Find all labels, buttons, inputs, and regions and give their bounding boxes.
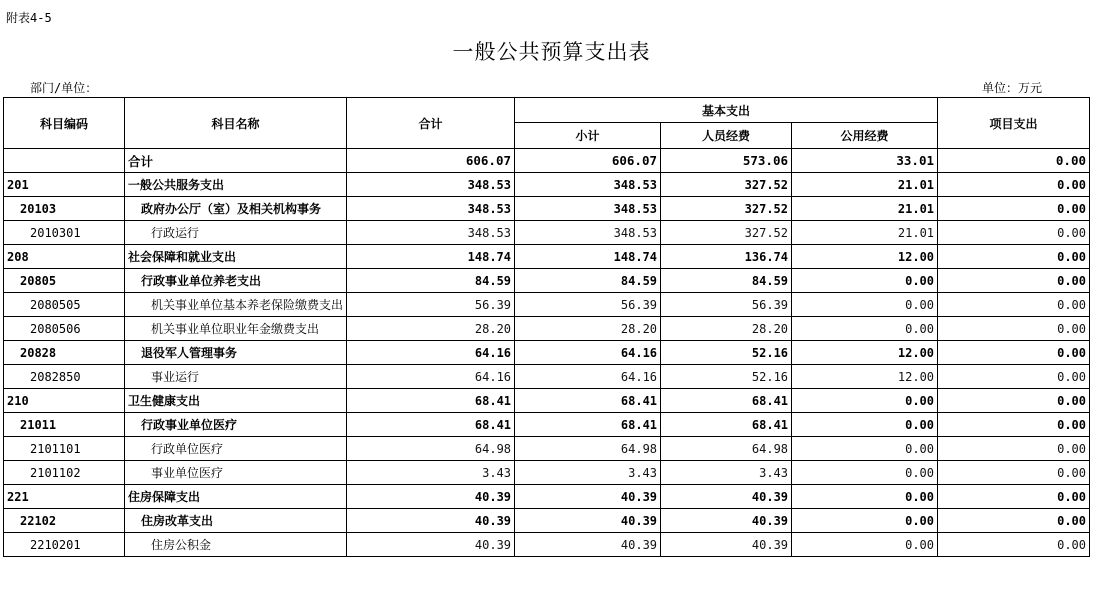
- table-row: [4, 509, 1090, 533]
- cell-public: 12.00: [792, 245, 938, 269]
- cell-name: 政府办公厅（室）及相关机构事务: [125, 197, 347, 221]
- cell-total: 148.74: [347, 245, 515, 269]
- department-label: 部门/单位：: [30, 81, 98, 95]
- cell-subtotal: 64.16: [515, 341, 661, 365]
- cell-total: 40.39: [347, 485, 515, 509]
- cell-personnel: 52.16: [661, 365, 792, 389]
- cell-public: 12.00: [792, 365, 938, 389]
- cell-name: 住房改革支出: [125, 509, 347, 533]
- cell-code: 2080505: [4, 293, 125, 317]
- cell-name: 机关事业单位基本养老保险缴费支出: [125, 293, 347, 317]
- cell-personnel: 327.52: [661, 221, 792, 245]
- cell-project: 0.00: [938, 533, 1090, 557]
- cell-public: 0.00: [792, 269, 938, 293]
- col-header-name: 科目名称: [125, 98, 347, 149]
- table-row: [4, 533, 1090, 557]
- table-row: [4, 317, 1090, 341]
- cell-subtotal: 148.74: [515, 245, 661, 269]
- table-row: [4, 269, 1090, 293]
- cell-project: 0.00: [938, 461, 1090, 485]
- table-row: [4, 173, 1090, 197]
- cell-subtotal: 68.41: [515, 413, 661, 437]
- col-header-code: 科目编码: [4, 98, 125, 149]
- cell-total: 40.39: [347, 533, 515, 557]
- cell-project: 0.00: [938, 245, 1090, 269]
- cell-total: 68.41: [347, 413, 515, 437]
- cell-subtotal: 84.59: [515, 269, 661, 293]
- cell-public: 0.00: [792, 317, 938, 341]
- cell-personnel: 40.39: [661, 485, 792, 509]
- table-row: [4, 413, 1090, 437]
- cell-total: 348.53: [347, 221, 515, 245]
- cell-project: 0.00: [938, 365, 1090, 389]
- cell-project: 0.00: [938, 413, 1090, 437]
- cell-total: 348.53: [347, 173, 515, 197]
- cell-code: 208: [4, 245, 125, 269]
- cell-personnel: 68.41: [661, 413, 792, 437]
- cell-project: 0.00: [938, 293, 1090, 317]
- cell-personnel: 327.52: [661, 173, 792, 197]
- cell-subtotal: 3.43: [515, 461, 661, 485]
- cell-subtotal: 28.20: [515, 317, 661, 341]
- cell-project: 0.00: [938, 269, 1090, 293]
- cell-total: 40.39: [347, 509, 515, 533]
- cell-personnel: 64.98: [661, 437, 792, 461]
- cell-personnel: 573.06: [661, 149, 792, 173]
- budget-table: [3, 97, 1090, 557]
- cell-total: 28.20: [347, 317, 515, 341]
- cell-personnel: 28.20: [661, 317, 792, 341]
- cell-public: 33.01: [792, 149, 938, 173]
- cell-public: 21.01: [792, 173, 938, 197]
- table-row: [4, 437, 1090, 461]
- page-title: 一般公共预算支出表: [452, 40, 651, 64]
- table-row: [4, 341, 1090, 365]
- cell-project: 0.00: [938, 149, 1090, 173]
- cell-public: 0.00: [792, 485, 938, 509]
- cell-code: 2101102: [4, 461, 125, 485]
- cell-code: 22102: [4, 509, 125, 533]
- cell-code: 210: [4, 389, 125, 413]
- cell-name: 机关事业单位职业年金缴费支出: [125, 317, 347, 341]
- cell-code: 221: [4, 485, 125, 509]
- cell-public: 21.01: [792, 221, 938, 245]
- cell-total: 64.16: [347, 365, 515, 389]
- cell-personnel: 136.74: [661, 245, 792, 269]
- table-row: [4, 293, 1090, 317]
- cell-project: 0.00: [938, 509, 1090, 533]
- cell-name: 卫生健康支出: [125, 389, 347, 413]
- cell-public: 0.00: [792, 413, 938, 437]
- table-row: [4, 389, 1090, 413]
- cell-personnel: 56.39: [661, 293, 792, 317]
- cell-public: 12.00: [792, 341, 938, 365]
- cell-code: 2101101: [4, 437, 125, 461]
- col-header-total: 合计: [347, 98, 515, 149]
- cell-subtotal: 348.53: [515, 197, 661, 221]
- appendix-label: 附表4-5: [6, 11, 52, 25]
- cell-personnel: 40.39: [661, 533, 792, 557]
- cell-project: 0.00: [938, 317, 1090, 341]
- cell-personnel: 3.43: [661, 461, 792, 485]
- cell-project: 0.00: [938, 341, 1090, 365]
- cell-code: 20103: [4, 197, 125, 221]
- cell-total: 56.39: [347, 293, 515, 317]
- cell-project: 0.00: [938, 389, 1090, 413]
- col-header-public: 公用经费: [792, 123, 938, 149]
- cell-total: 3.43: [347, 461, 515, 485]
- cell-subtotal: 64.98: [515, 437, 661, 461]
- cell-name: 行政事业单位养老支出: [125, 269, 347, 293]
- cell-subtotal: 348.53: [515, 173, 661, 197]
- table-row: [4, 197, 1090, 221]
- cell-project: 0.00: [938, 437, 1090, 461]
- col-header-project: 项目支出: [938, 98, 1090, 149]
- cell-name: 退役军人管理事务: [125, 341, 347, 365]
- table-row: [4, 149, 1090, 173]
- col-header-basic: 基本支出: [515, 98, 938, 123]
- cell-personnel: 40.39: [661, 509, 792, 533]
- cell-total: 348.53: [347, 197, 515, 221]
- cell-name: 住房保障支出: [125, 485, 347, 509]
- cell-code: 2082850: [4, 365, 125, 389]
- cell-total: 606.07: [347, 149, 515, 173]
- cell-public: 0.00: [792, 293, 938, 317]
- cell-subtotal: 68.41: [515, 389, 661, 413]
- cell-name: 一般公共服务支出: [125, 173, 347, 197]
- cell-name: 行政运行: [125, 221, 347, 245]
- cell-name: 事业运行: [125, 365, 347, 389]
- col-header-personnel: 人员经费: [661, 123, 792, 149]
- cell-personnel: 327.52: [661, 197, 792, 221]
- cell-project: 0.00: [938, 173, 1090, 197]
- col-header-subtotal: 小计: [515, 123, 661, 149]
- cell-name: 事业单位医疗: [125, 461, 347, 485]
- cell-total: 84.59: [347, 269, 515, 293]
- cell-subtotal: 64.16: [515, 365, 661, 389]
- table-row: [4, 485, 1090, 509]
- cell-subtotal: 348.53: [515, 221, 661, 245]
- cell-code: 2010301: [4, 221, 125, 245]
- unit-label: 单位：万元: [982, 81, 1043, 95]
- cell-public: 0.00: [792, 437, 938, 461]
- cell-personnel: 84.59: [661, 269, 792, 293]
- cell-public: 0.00: [792, 461, 938, 485]
- cell-total: 68.41: [347, 389, 515, 413]
- cell-public: 0.00: [792, 533, 938, 557]
- cell-total: 64.16: [347, 341, 515, 365]
- cell-public: 0.00: [792, 509, 938, 533]
- cell-code: 2210201: [4, 533, 125, 557]
- cell-subtotal: 606.07: [515, 149, 661, 173]
- table-row: [4, 245, 1090, 269]
- cell-project: 0.00: [938, 221, 1090, 245]
- table-row: [4, 461, 1090, 485]
- cell-name: 社会保障和就业支出: [125, 245, 347, 269]
- cell-code: 2080506: [4, 317, 125, 341]
- cell-public: 0.00: [792, 389, 938, 413]
- cell-name: 行政事业单位医疗: [125, 413, 347, 437]
- table-body: [4, 149, 1090, 557]
- cell-code: 20805: [4, 269, 125, 293]
- cell-name: 行政单位医疗: [125, 437, 347, 461]
- cell-name: 住房公积金: [125, 533, 347, 557]
- cell-total: 64.98: [347, 437, 515, 461]
- cell-code: 20828: [4, 341, 125, 365]
- table-row: [4, 365, 1090, 389]
- cell-subtotal: 40.39: [515, 485, 661, 509]
- cell-code: [4, 149, 125, 173]
- cell-project: 0.00: [938, 197, 1090, 221]
- cell-project: 0.00: [938, 485, 1090, 509]
- cell-personnel: 68.41: [661, 389, 792, 413]
- cell-personnel: 52.16: [661, 341, 792, 365]
- cell-name: 合计: [125, 149, 347, 173]
- cell-subtotal: 40.39: [515, 533, 661, 557]
- cell-code: 21011: [4, 413, 125, 437]
- cell-subtotal: 56.39: [515, 293, 661, 317]
- table-row: [4, 221, 1090, 245]
- cell-public: 21.01: [792, 197, 938, 221]
- cell-code: 201: [4, 173, 125, 197]
- cell-subtotal: 40.39: [515, 509, 661, 533]
